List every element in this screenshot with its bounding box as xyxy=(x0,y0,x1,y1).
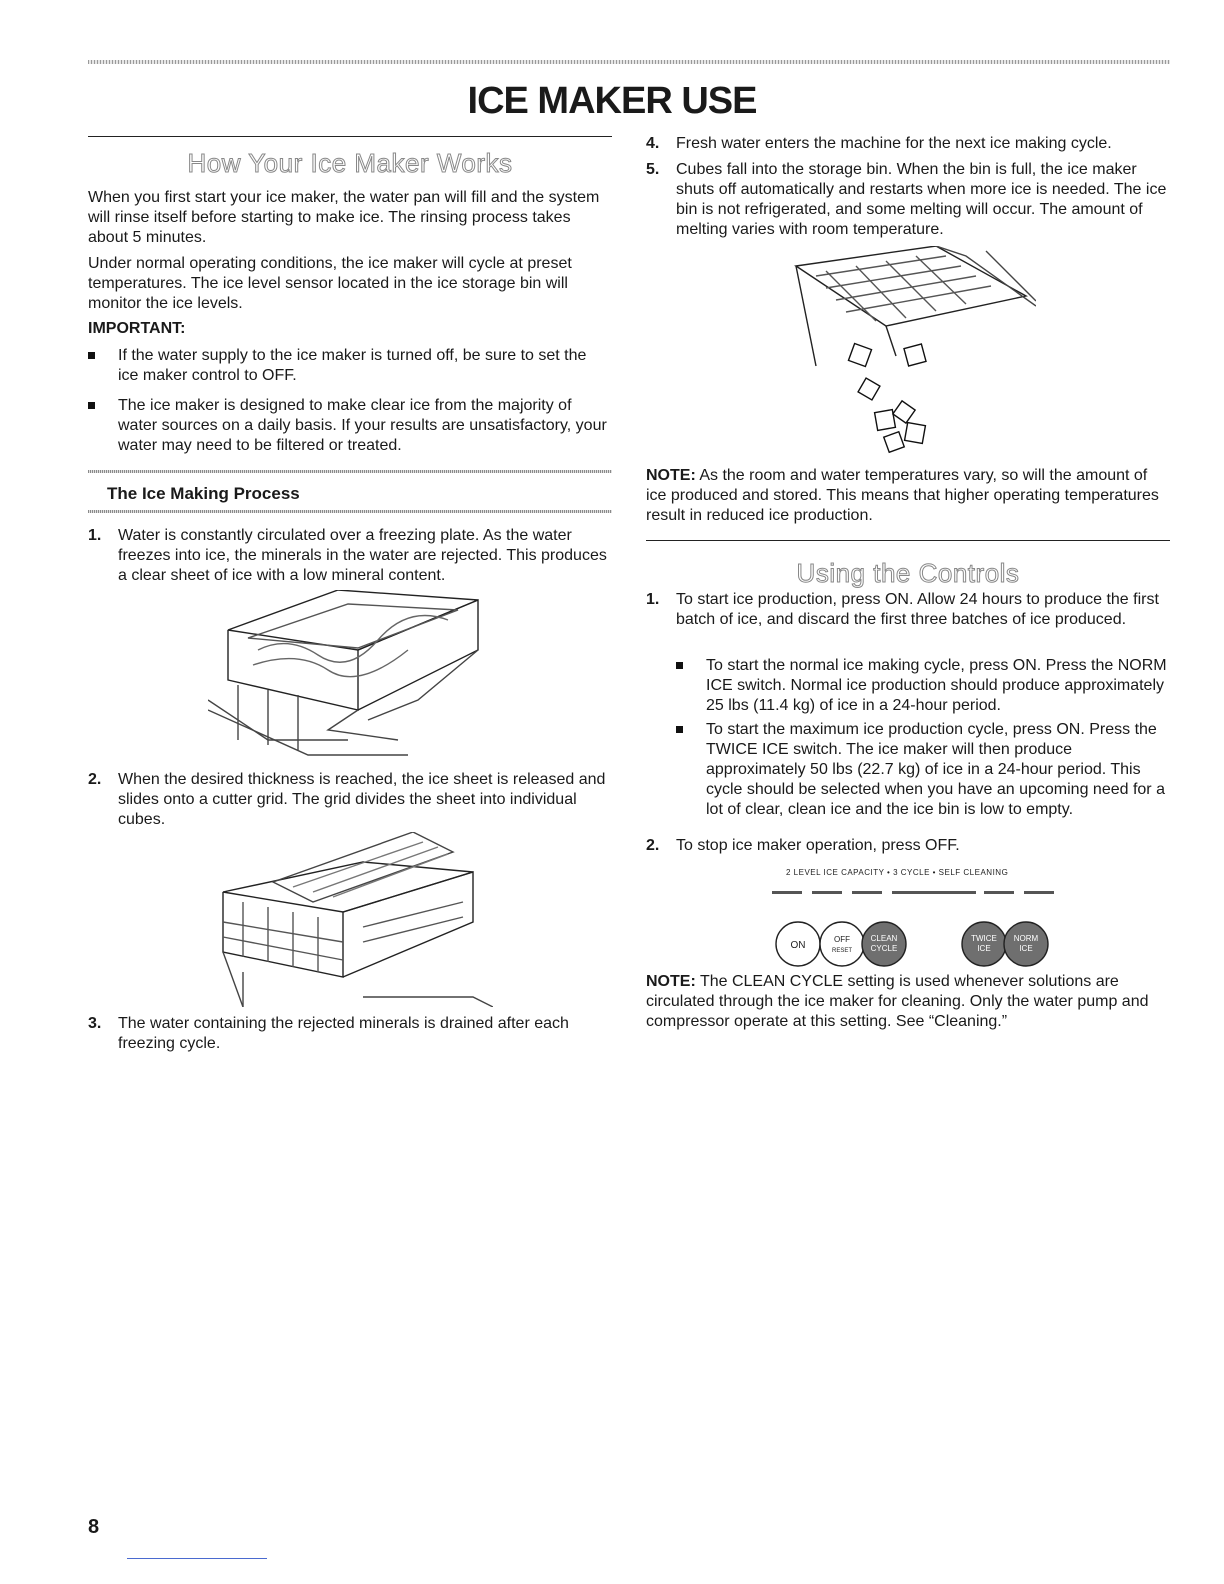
svg-text:ICE: ICE xyxy=(977,944,991,953)
on-button[interactable] xyxy=(776,922,820,966)
how-it-works-title: How Your Ice Maker Works xyxy=(187,148,513,178)
process-step: 1. Water is constantly circulated over a freezing plate. As the water freezes into ice, the minerals in the water are rejected. This produces a clear sheet of ice with a low mineral content. xyxy=(88,527,607,584)
production-note: NOTE: As the room and water temperatures vary, so will the amount of ice produced and stored. This means that higher operating temperatures result in reduced ice production. xyxy=(646,467,1159,524)
freezing-plate-illustration xyxy=(208,590,488,760)
footer-rule xyxy=(127,1558,267,1559)
intro-paragraph: When you first start your ice maker, the water pan will fill and the system will rinse itself before starting to make ice. The rinsing process takes about 5 minutes. xyxy=(88,189,600,246)
controls-bullet: To start the maximum ice production cycle, press ON. Press the TWICE ICE switch. The ice maker will then produce approximately 50 lbs (22.7 kg) of ice in a 24-hour period. This cycle should be selected when you have an upcoming need for a lot of clear, clean ice and the ice bin is low to empty. xyxy=(676,720,1170,830)
clean-cycle-note: NOTE: The CLEAN CYCLE setting is used whenever solutions are circulated through the ice maker for cleaning. Only the water pump and compressor operate at this setting. See “Cleaning.” xyxy=(646,973,1149,1030)
bullet-square-icon xyxy=(88,402,95,409)
svg-text:CYCLE: CYCLE xyxy=(870,944,898,953)
process-title: The Ice Making Process xyxy=(107,484,300,503)
storage-bin-illustration xyxy=(786,246,1036,456)
section-divider xyxy=(88,136,612,137)
panel-caption: 2 LEVEL ICE CAPACITY • 3 CYCLE • SELF CLEANING xyxy=(786,868,1009,877)
controls-bullet: To start the normal ice making cycle, press ON. Press the NORM ICE switch. Normal ice production should produce approximately 25 lbs (11.4 kg) of ice in a 24-hour period. xyxy=(676,656,1170,716)
controls-step: 1. To start ice production, press ON. Allow 24 hours to produce the first batch of ice, and discard the first three batches of ice produced. xyxy=(646,591,1159,628)
panel-indicator-bars xyxy=(772,888,1056,898)
svg-text:CLEAN: CLEAN xyxy=(870,934,898,943)
important-label: IMPORTANT: xyxy=(88,320,186,337)
svg-text:ON: ON xyxy=(790,940,806,951)
off-reset-button[interactable] xyxy=(820,922,864,966)
operating-paragraph: Under normal operating conditions, the ice maker will cycle at preset temperatures. The ice level sensor located in the ice storage bin will monitor the ice levels. xyxy=(88,255,572,312)
svg-text:NORM: NORM xyxy=(1013,934,1039,943)
svg-text:OFF: OFF xyxy=(834,935,850,944)
svg-text:ICE: ICE xyxy=(1019,944,1033,953)
svg-text:RESET: RESET xyxy=(831,948,853,954)
page-title: ICE MAKER USE xyxy=(467,80,757,122)
subsection-rule-bottom xyxy=(88,510,612,513)
controls-step: 2. To stop ice maker operation, press OFF. xyxy=(646,837,960,854)
bullet-square-icon xyxy=(676,662,683,669)
svg-text:TWICE: TWICE xyxy=(971,934,997,943)
process-step: 4. Fresh water enters the machine for the next ice making cycle. xyxy=(646,135,1112,152)
important-bullet: If the water supply to the ice maker is turned off, be sure to set the ice maker control to OFF. xyxy=(88,346,608,386)
section-divider xyxy=(646,540,1170,541)
top-dotted-rule xyxy=(88,60,1170,64)
bullet-square-icon xyxy=(88,352,95,359)
process-step: 5. Cubes fall into the storage bin. When the bin is full, the ice maker shuts off automatically and restarts when more ice is needed. The ice bin is not refrigerated, and some melting will occur. The amount of melting varies with room temperature. xyxy=(646,161,1167,238)
page-number: 8 xyxy=(88,1516,100,1538)
norm-ice-button[interactable] xyxy=(1004,922,1048,966)
clean-cycle-button[interactable] xyxy=(862,922,906,966)
controls-title: Using the Controls xyxy=(796,558,1020,588)
process-step: 2. When the desired thickness is reached, the ice sheet is released and slides onto a cutter grid. The grid divides the sheet into individual cubes. xyxy=(88,771,606,828)
twice-ice-button[interactable] xyxy=(962,922,1006,966)
control-panel-buttons xyxy=(772,918,1052,970)
cutter-grid-illustration xyxy=(213,832,493,1007)
subsection-rule-top xyxy=(88,470,612,473)
important-bullet: The ice maker is designed to make clear ice from the majority of water sources on a daily basis. If your results are unsatisfactory, your water may need to be filtered or treated. xyxy=(88,396,608,456)
process-step: 3. The water containing the rejected minerals is drained after each freezing cycle. xyxy=(88,1015,569,1052)
bullet-square-icon xyxy=(676,726,683,733)
